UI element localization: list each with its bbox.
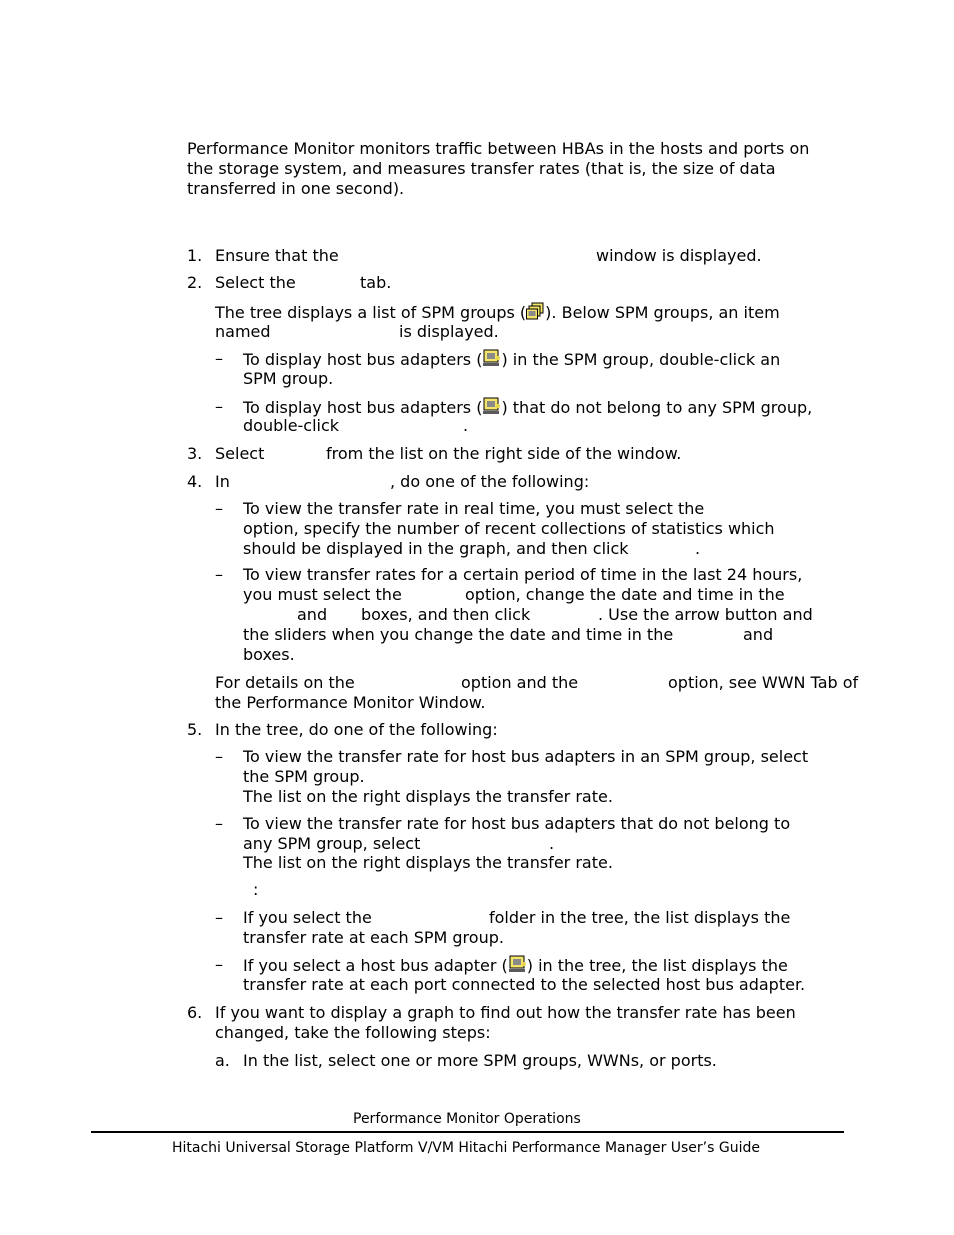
spm-group-icon [526,302,545,321]
bullet-text: boxes. [243,645,295,664]
bullet-text: The list on the right displays the transfer rate. [243,853,613,872]
bullet-text: and [743,625,774,644]
intro-line-1: Performance Monitor monitors traffic between HBAs in the hosts and ports on [187,139,810,158]
bullet-text: should be displayed in the graph, and then click [243,539,629,558]
bullet-text: option, change the date and time in the [465,585,785,604]
step-number: 2. [187,273,203,292]
step-text: window is displayed. [596,246,762,265]
step-text: Ensure that the [215,246,339,265]
bullet-dash: – [215,499,223,518]
step-number: 3. [187,444,203,463]
bullet-text: folder in the tree, the list displays the [489,908,791,927]
bullet-dash: – [215,814,223,833]
host-bus-adapter-icon [508,955,527,974]
bullet-dash: – [215,397,223,416]
step-number: 5. [187,720,203,739]
bullet-text: boxes, and then click [361,605,531,624]
bullet-text: To display host bus adapters ( ) in the SPM group, double-click an [243,350,781,369]
substep-letter: a. [215,1051,230,1070]
tip-colon: : [253,880,259,899]
bullet-text: . [549,834,555,853]
bullet-text: and [297,605,328,624]
step-note: named [215,322,271,341]
step-number: 4. [187,472,203,491]
bullet-text: If you select the [243,908,372,927]
substep-text: In the list, select one or more SPM groups, WWNs, or ports. [243,1051,717,1070]
host-bus-adapter-icon [482,397,501,416]
step-text: In the tree, do one of the following: [215,720,498,739]
footer-section-title: Performance Monitor Operations [353,1111,581,1127]
step-text: If you want to display a graph to find out how the transfer rate has been [215,1003,796,1022]
bullet-text: SPM group. [243,369,334,388]
bullet-text: . [695,539,701,558]
bullet-dash: – [215,565,223,584]
intro-line-3: transferred in one second). [187,179,405,198]
step-text: from the list on the right side of the window. [326,444,682,463]
step-text: , do one of the following: [390,472,590,491]
host-bus-adapter-icon [482,349,501,368]
step-text: changed, take the following steps: [215,1023,491,1042]
bullet-text: the sliders when you change the date and time in the [243,625,674,644]
bullet-text: . [463,416,469,435]
bullet-dash: – [215,908,223,927]
step-note: For details on the [215,673,355,692]
footer-guide-title: Hitachi Universal Storage Platform V/VM Hitachi Performance Manager User’s Guide [172,1140,760,1156]
step-text: Select the [215,273,296,292]
bullet-text: If you select a host bus adapter ( ) in the tree, the list displays the [243,956,788,975]
bullet-text: To view transfer rates for a certain period of time in the last 24 hours, [243,565,803,584]
step-text: Select [215,444,265,463]
footer-rule [91,1131,844,1133]
bullet-dash: – [215,955,223,974]
step-note: The tree displays a list of SPM groups ( ). Below SPM groups, an item [215,303,780,322]
step-note: option, see WWN Tab of [668,673,859,692]
intro-line-2: the storage system, and measures transfer rates (that is, the size of data [187,159,776,178]
bullet-text: To display host bus adapters ( ) that do not belong to any SPM group, [243,398,813,417]
bullet-text: the SPM group. [243,767,365,786]
bullet-text: double-click [243,416,340,435]
bullet-text: The list on the right displays the transfer rate. [243,787,613,806]
step-note: is displayed. [399,322,499,341]
bullet-text: you must select the [243,585,402,604]
bullet-text: . Use the arrow button and [598,605,813,624]
bullet-text: transfer rate at each port connected to the selected host bus adapter. [243,975,806,994]
bullet-dash: – [215,349,223,368]
step-number: 1. [187,246,203,265]
bullet-text: To view the transfer rate for host bus adapters in an SPM group, select [243,747,809,766]
step-text: In [215,472,230,491]
bullet-text: transfer rate at each SPM group. [243,928,504,947]
bullet-text: option, specify the number of recent collections of statistics which [243,519,775,538]
step-text: tab. [360,273,392,292]
bullet-dash: – [215,747,223,766]
bullet-text: To view the transfer rate in real time, you must select the [243,499,705,518]
bullet-text: To view the transfer rate for host bus adapters that do not belong to [243,814,791,833]
step-note: option and the [461,673,579,692]
step-number: 6. [187,1003,203,1022]
bullet-text: any SPM group, select [243,834,421,853]
step-note: the Performance Monitor Window. [215,693,486,712]
